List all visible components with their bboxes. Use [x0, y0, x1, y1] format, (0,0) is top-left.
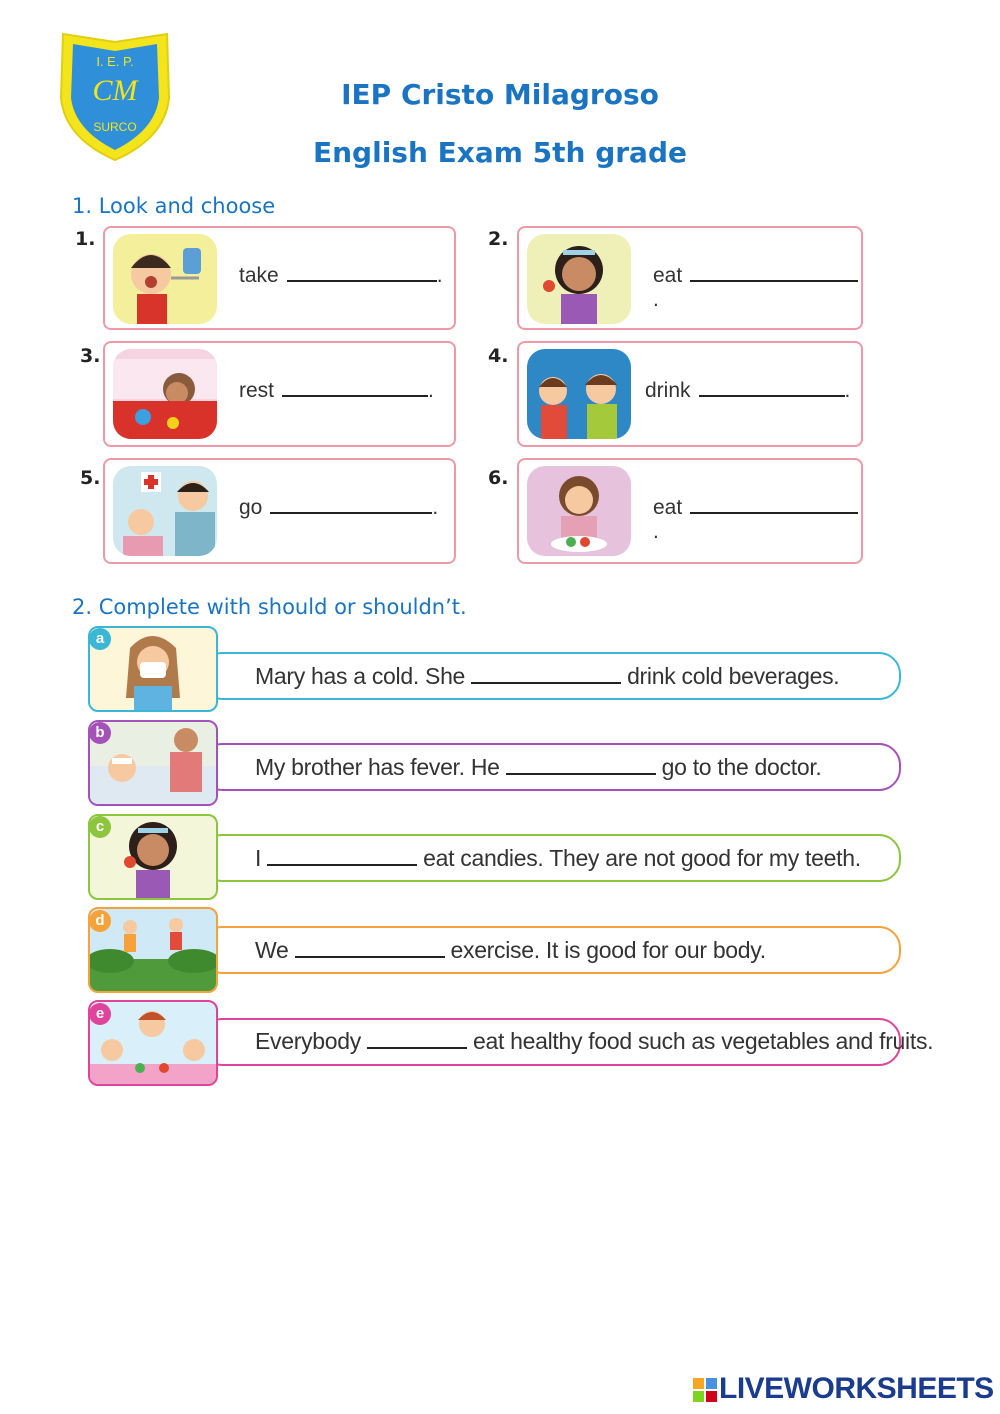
item-number: 2. — [488, 228, 509, 250]
letter-badge: e — [89, 1003, 111, 1025]
look-choose-card: take . — [103, 226, 456, 330]
item-number: 1. — [75, 228, 96, 250]
answer-blank[interactable] — [506, 757, 656, 775]
phrase-verb: eat — [653, 264, 683, 287]
answer-blank[interactable] — [295, 940, 445, 958]
answer-blank[interactable] — [690, 264, 858, 282]
logo-text-bottom: SURCO — [93, 120, 137, 134]
exam-title: English Exam 5th grade — [313, 136, 687, 169]
logo-monogram: CM — [92, 74, 138, 107]
section2-title: 2. Complete with should or shouldn’t. — [72, 595, 467, 619]
answer-blank[interactable] — [282, 379, 428, 397]
girl-eating-salad-icon — [527, 466, 631, 556]
look-choose-card: rest . — [103, 341, 456, 447]
girl-sleeping-icon — [113, 349, 217, 439]
look-choose-card: go . — [103, 458, 456, 564]
liveworksheets-brand: LIVEWORKSHEETS — [719, 1372, 994, 1405]
sentence-end: exercise. It is good for our body. — [450, 937, 766, 963]
item-number: 4. — [488, 345, 509, 367]
sentence-start: We — [255, 937, 289, 963]
look-choose-card: eat. — [517, 458, 863, 564]
phrase-verb: drink — [645, 379, 691, 402]
answer-blank[interactable] — [471, 666, 621, 684]
kids-drinking-water-icon — [527, 349, 631, 439]
sentence-start: I — [255, 845, 262, 871]
phrase-verb: eat — [653, 496, 683, 519]
sentence-end: go to the doctor. — [661, 754, 822, 780]
look-choose-card: drink . — [517, 341, 863, 447]
logo-text-top: I. E. P. — [96, 54, 134, 69]
sentence-start: My brother has fever. He — [255, 754, 500, 780]
section1-title: 1. Look and choose — [72, 194, 276, 218]
letter-badge: b — [89, 722, 111, 744]
sentence-end: drink cold beverages. — [627, 663, 840, 689]
girl-eating-candy-icon — [527, 234, 631, 324]
letter-badge: a — [89, 628, 111, 650]
sentence-text — [255, 754, 822, 781]
sentence-text — [255, 845, 861, 872]
item-number: 3. — [80, 345, 101, 367]
item-number: 5. — [80, 467, 101, 489]
look-choose-card: eat. — [517, 226, 863, 330]
sentence-text — [255, 937, 766, 964]
sentence-start: Everybody — [255, 1028, 361, 1054]
item-number: 6. — [488, 467, 509, 489]
boy-taking-medicine-icon — [113, 234, 217, 324]
phrase-verb: go — [239, 496, 263, 519]
answer-blank[interactable] — [699, 379, 845, 397]
letter-badge: d — [89, 910, 111, 932]
sentence-text — [255, 663, 839, 690]
phrase-verb: take — [239, 264, 279, 287]
answer-blank[interactable] — [287, 264, 437, 282]
sentence-start: Mary has a cold. She — [255, 663, 466, 689]
sentence-text — [255, 1028, 933, 1055]
liveworksheets-logo-icon — [693, 1378, 717, 1402]
answer-blank[interactable] — [270, 496, 432, 514]
sentence-end: eat healthy food such as vegetables and fruits. — [472, 1028, 934, 1054]
visit-doctor-icon — [113, 466, 217, 556]
letter-badge: c — [89, 816, 111, 838]
sentence-end: eat candies. They are not good for my teeth. — [423, 845, 861, 871]
school-title: IEP Cristo Milagroso — [341, 78, 659, 111]
answer-blank[interactable] — [690, 496, 858, 514]
answer-blank[interactable] — [267, 848, 417, 866]
phrase-verb: rest — [239, 379, 275, 402]
answer-blank[interactable] — [367, 1031, 467, 1049]
